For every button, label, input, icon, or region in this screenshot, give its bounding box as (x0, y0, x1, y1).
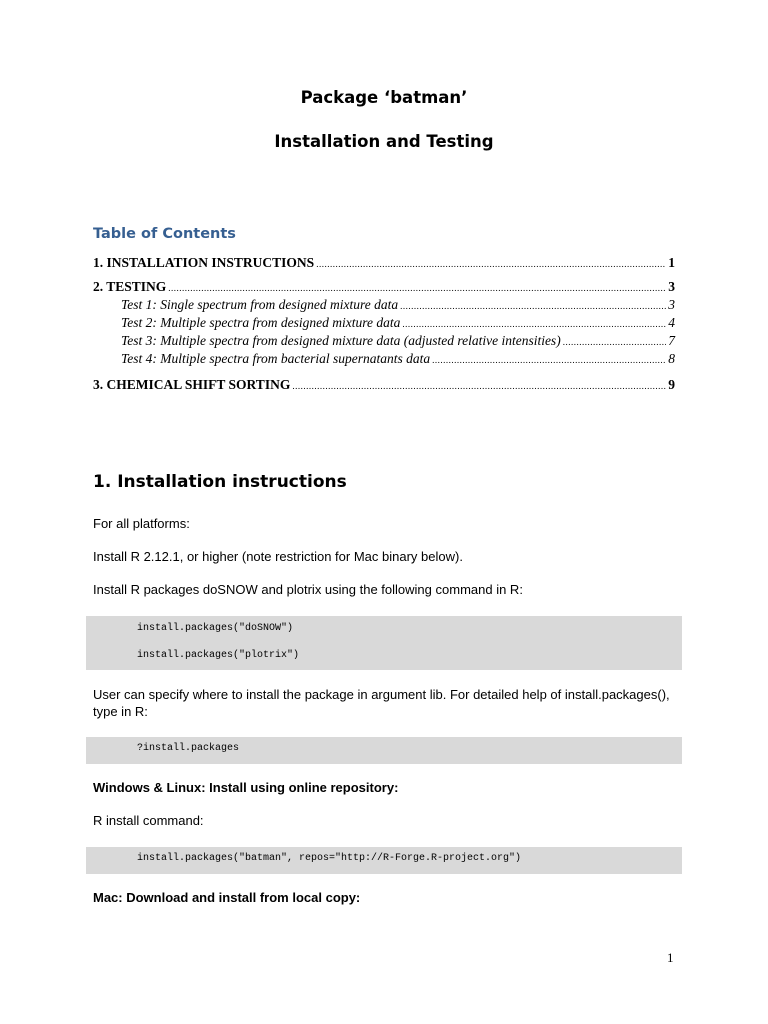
paragraph-mac: Mac: Download and install from local copy: (93, 890, 361, 905)
toc-entry-testing[interactable] (93, 279, 675, 295)
toc-entry-test-4[interactable] (121, 351, 675, 367)
page-subtitle: Installation and Testing (274, 132, 494, 151)
toc-entry-label: Test 3: Multiple spectra from designed mixture data (adjusted relative intensities) (121, 333, 561, 348)
toc-heading: Table of Contents (93, 226, 236, 242)
section-heading-installation: 1. Installation instructions (93, 472, 347, 492)
toc-entry-label: Test 2: Multiple spectra from designed mixture data (121, 315, 401, 330)
toc-entry-test-3[interactable] (121, 333, 675, 349)
code-line: ?install.packages (137, 743, 240, 754)
toc-entry-page: 1 (668, 255, 675, 270)
toc-entry-label: 2. TESTING (93, 279, 167, 294)
paragraph-install-packages: Install R packages doSNOW and plotrix using the following command in R: (93, 582, 523, 597)
code-block-packages (86, 616, 682, 670)
toc-entry-label: Test 1: Single spectrum from designed mixture data (121, 297, 399, 312)
toc-entry-page: 7 (668, 333, 675, 348)
page-number: 1 (667, 950, 674, 965)
code-line: install.packages("plotrix") (137, 650, 300, 661)
toc-entry-label: 3. CHEMICAL SHIFT SORTING (93, 377, 291, 392)
toc-entry-label: Test 4: Multiple spectra from bacterial supernatants data (121, 351, 431, 366)
code-block-help (86, 737, 682, 764)
paragraph-platforms: For all platforms: (93, 516, 190, 531)
paragraph-install-r: Install R 2.12.1, or higher (note restriction for Mac binary below). (93, 549, 463, 564)
toc-leader-dots (400, 301, 666, 311)
paragraph-user-specify: User can specify where to install the package in argument lib. For detailed help of install.packages(), type in R: (93, 687, 670, 719)
code-line: install.packages("batman", repos="http://R-Forge.R-project.org") (137, 853, 522, 864)
toc-entry-page: 3 (668, 279, 675, 294)
toc-entry-page: 3 (668, 297, 675, 312)
toc-entry-page: 4 (668, 315, 675, 330)
toc-entry-page: 9 (668, 377, 675, 392)
paragraph-windows-linux: Windows & Linux: Install using online repository: (93, 780, 399, 795)
toc-entry-test-1[interactable] (121, 297, 675, 313)
code-block-install-batman (86, 847, 682, 874)
toc-leader-dots (432, 355, 666, 365)
toc-leader-dots (292, 381, 666, 391)
toc-leader-dots (168, 283, 666, 293)
toc-entry-page: 8 (668, 351, 675, 366)
page-title: Package ‘batman’ (300, 88, 468, 107)
toc-entry-label: 1. INSTALLATION INSTRUCTIONS (93, 255, 315, 270)
paragraph-r-install-command: R install command: (93, 813, 204, 828)
toc-entry-installation[interactable] (93, 255, 675, 271)
toc-leader-dots (316, 259, 666, 269)
toc-entry-test-2[interactable] (121, 315, 675, 331)
toc-entry-chemical-shift[interactable] (93, 377, 675, 393)
toc-leader-dots (563, 337, 667, 347)
code-line: install.packages("doSNOW") (137, 623, 294, 634)
toc-leader-dots (402, 319, 666, 329)
